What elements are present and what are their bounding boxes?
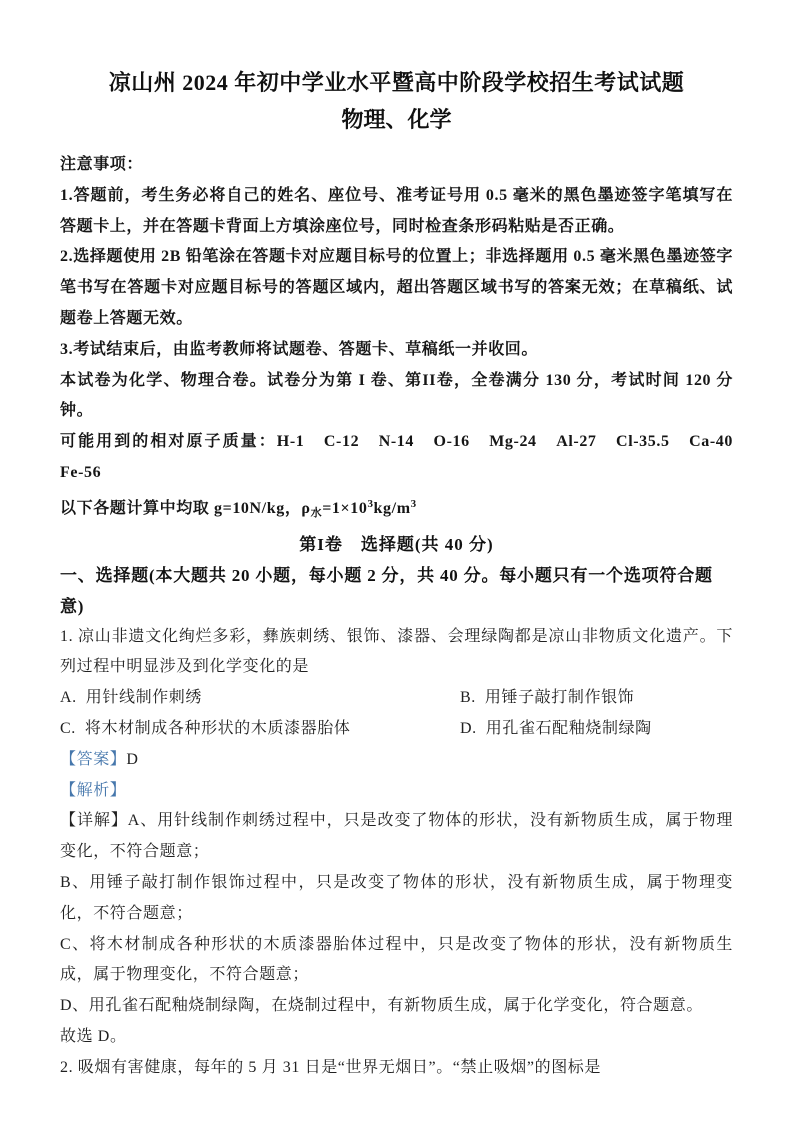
detail-label: 【详解】 bbox=[60, 812, 128, 830]
options-row-ab bbox=[60, 683, 733, 714]
option-d-text: 用孔雀石配釉烧制绿陶 bbox=[485, 719, 652, 737]
volume1-heading: 第I卷 选择题(共 40 分) bbox=[299, 534, 494, 554]
analysis-label: 【解析】 bbox=[60, 781, 127, 799]
option-b-label: B. bbox=[460, 689, 476, 707]
answer-label: 【答案】 bbox=[60, 750, 127, 768]
detail-paragraph-a bbox=[60, 806, 733, 868]
front-matter bbox=[60, 150, 750, 529]
question-1-stem: 1. 凉山非遗文化绚烂多彩，彝族刺绣、银饰、漆器、会理绿陶都是凉山非物质文化遗产。下列过程中明显涉及到化学变化的是 bbox=[60, 627, 733, 676]
exponent-3: 3 bbox=[367, 497, 374, 510]
notice-item-3: 3.考试结束后，由监考教师将试题卷、答题卡、草稿纸一并收回。 bbox=[60, 340, 539, 358]
detail-a-text: A、用针线制作刺绣过程中，只是改变了物体的形状，没有新物质生成，属于物理变化，不符合题意； bbox=[60, 812, 733, 861]
notice-item-2: 2.选择题使用 2B 铅笔涂在答题卡对应题目标号的位置上；非选择题用 0.5 毫米黑色墨迹签字笔书写在答题卡对应题目标号的答题区域内，超出答题区域书写的答案无效；在草稿纸、试题卷上答题无效。 bbox=[60, 248, 733, 327]
question-2-stem: 2. 吸烟有害健康，每年的 5 月 31 日是“世界无烟日”。“禁止吸烟”的图标是 bbox=[60, 1058, 602, 1076]
option-c-label: C. bbox=[60, 719, 76, 737]
constants-line bbox=[60, 489, 733, 529]
constants-mid: =1×10 bbox=[322, 499, 368, 517]
option-d bbox=[460, 714, 733, 745]
notice-heading: 注意事项： bbox=[60, 156, 144, 173]
exam-title: 凉山州 2024 年初中学业水平暨高中阶段学校招生考试试题 bbox=[108, 70, 685, 95]
option-a bbox=[60, 683, 460, 714]
option-a-label: A. bbox=[60, 689, 77, 707]
options-row-cd bbox=[60, 714, 733, 745]
constants-prefix: 以下各题计算中均取 g=10N/kg，ρ bbox=[60, 499, 311, 517]
detail-paragraph-b: B、用锤子敲打制作银饰过程中，只是改变了物体的形状，没有新物质生成，属于物理变化，不符合题意； bbox=[60, 873, 733, 922]
constants-unit: kg/m bbox=[373, 499, 411, 517]
answer-line bbox=[60, 745, 733, 776]
option-a-text: 用针线制作刺绣 bbox=[85, 689, 202, 707]
analysis-line bbox=[60, 776, 733, 807]
atomic-mass-line: 可能用到的相对原子质量：H-1 C-12 N-14 O-16 Mg-24 Al-27 Cl-35.5 Ca-40 Fe-56 bbox=[60, 433, 750, 481]
conclusion-line: 故选 D。 bbox=[60, 1027, 127, 1045]
notice-item-1: 1.答题前，考生务必将自己的姓名、座位号、准考证号用 0.5 毫米的黑色墨迹签字笔填写在答题卡上，并在答题卡背面上方填涂座位号，同时检查条形码粘贴是否正确。 bbox=[60, 186, 733, 235]
option-b-text: 用锤子敲打制作银饰 bbox=[484, 689, 635, 707]
detail-paragraph-c: C、将木材制成各种形状的木质漆器胎体过程中，只是改变了物体的形状，没有新物质生成，属于物理变化，不符合题意； bbox=[60, 935, 733, 984]
option-d-label: D. bbox=[460, 719, 477, 737]
section1-heading: 一、选择题(本大题共 20 小题，每小题 2 分，共 40 分。每小题只有一个选项符合题意) bbox=[60, 565, 713, 616]
exponent-3b: 3 bbox=[410, 497, 417, 510]
detail-paragraph-d: D、用孔雀石配釉烧制绿陶，在烧制过程中，有新物质生成，属于化学变化，符合题意。 bbox=[60, 997, 703, 1015]
exam-subtitle: 物理、化学 bbox=[341, 107, 452, 132]
exam-info-line: 本试卷为化学、物理合卷。试卷分为第 I 卷、第II卷，全卷满分 130 分，考试时间 120 分钟。 bbox=[60, 371, 733, 420]
option-b bbox=[460, 683, 733, 714]
water-subscript: 水 bbox=[310, 506, 323, 519]
question-2 bbox=[60, 1053, 733, 1084]
question-1 bbox=[60, 622, 733, 1053]
answer-value: D bbox=[126, 750, 139, 768]
option-c-text: 将木材制成各种形状的木质漆器胎体 bbox=[84, 719, 351, 737]
option-c bbox=[60, 714, 460, 745]
